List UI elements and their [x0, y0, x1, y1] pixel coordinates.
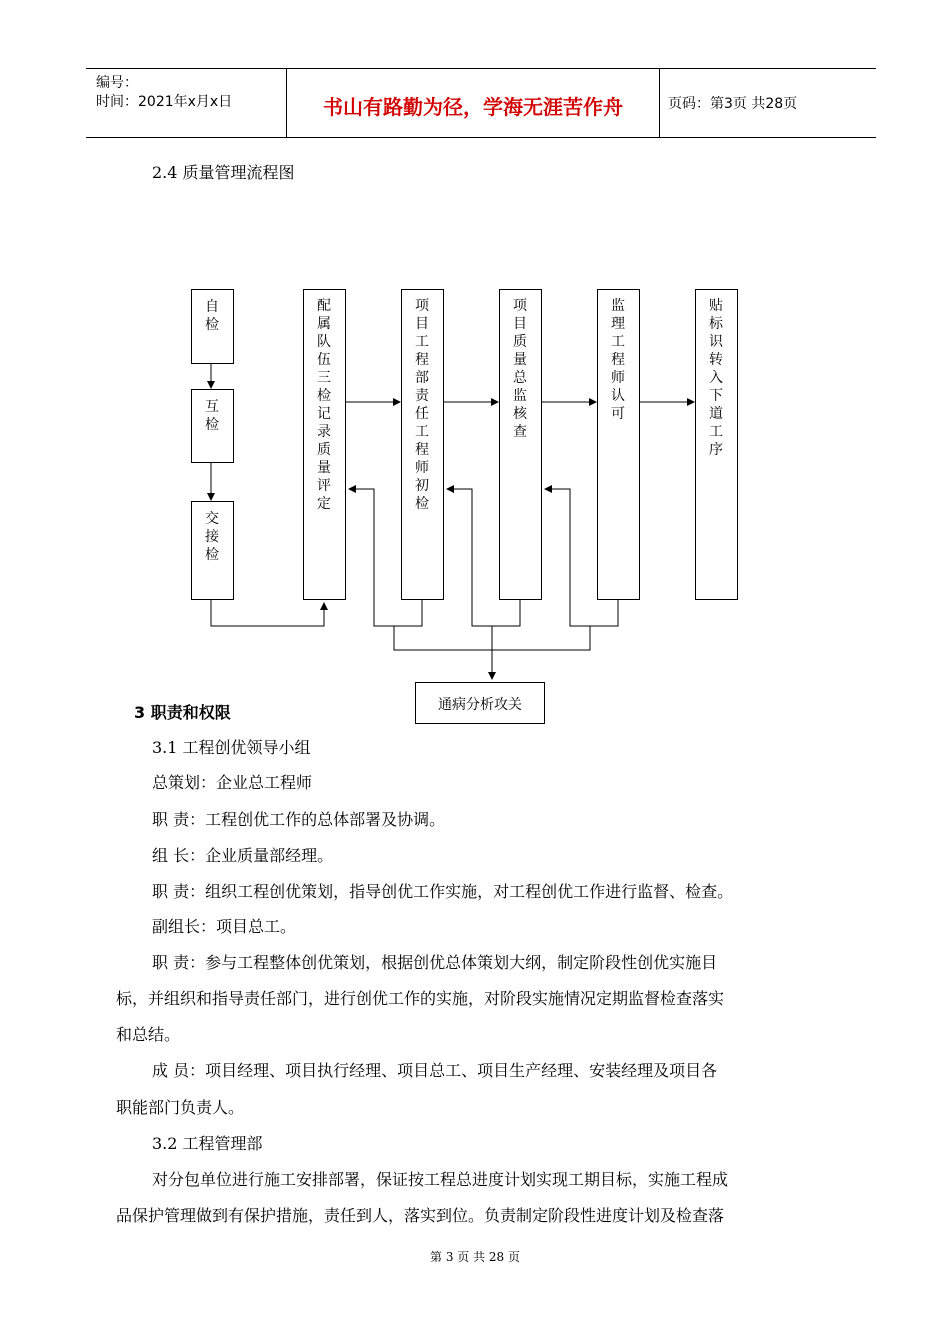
line-deputy-leader: 副组长：项目总工。	[152, 917, 297, 936]
line-duty-2: 职 责：组织工程创优策划，指导创优工作实施，对工程创优工作进行监督、检查。	[152, 882, 734, 901]
section-heading-3-2: 3.2 工程管理部	[152, 1134, 263, 1153]
flow-text-common-issue: 通病分析攻关	[438, 697, 522, 713]
flow-box-engineer-initial	[401, 289, 444, 600]
flow-text-quality-inspect: 项 目 质 量 总 监 核 查	[513, 298, 527, 440]
para3-line2: 品保护管理做到有保护措施，责任到人，落实到位。负责制定阶段性进度计划及检查落	[116, 1206, 725, 1225]
flow-box-quality-inspect	[499, 289, 542, 600]
para2-line2: 职能部门负责人。	[116, 1098, 245, 1117]
flow-box-common-issue	[415, 682, 545, 724]
flow-text-mutual-check: 互 检	[205, 399, 219, 433]
flow-box-mutual-check	[191, 389, 234, 463]
line-leader: 组 长：企业质量部经理。	[152, 846, 334, 865]
flow-text-team-record: 配 属 队 伍 三 检 记 录 质 量 评 定	[317, 298, 331, 512]
flow-text-handover-check: 交 接 检	[205, 511, 219, 563]
section-heading-3: 3 职责和权限	[134, 703, 231, 722]
flow-box-label-next	[695, 289, 738, 600]
flow-text-self-check: 自 检	[205, 299, 219, 333]
flow-text-supervisor-approve: 监 理 工 程 师 认 可	[611, 298, 625, 422]
document-code-label: 编号：	[96, 75, 138, 91]
para3-line1: 对分包单位进行施工安排部署，保证按工程总进度计划实现工期目标，实施工程成	[152, 1170, 729, 1189]
para2-line1: 成 员：项目经理、项目执行经理、项目总工、项目生产经理、安装经理及项目各	[152, 1061, 718, 1080]
header-motto: 书山有路勤为径，学海无涯苦作舟	[323, 95, 623, 119]
document-time-label: 时间：2021年x月x日	[96, 94, 233, 110]
flow-text-label-next: 贴 标 识 转 入 下 道 工 序	[709, 298, 723, 458]
flow-text-engineer-initial: 项 目 工 程 部 责 任 工 程 师 初 检	[415, 298, 429, 512]
para1-line3: 和总结。	[116, 1025, 181, 1044]
arrow-handover-to-team	[211, 600, 324, 626]
flow-box-self-check	[191, 289, 234, 364]
section-heading-2-4: 2.4 质量管理流程图	[152, 163, 295, 182]
para1-line1: 职 责：参与工程整体创优策划，根据创优总体策划大纲，制定阶段性创优实施目	[152, 953, 718, 972]
flow-box-team-record	[303, 289, 346, 600]
para1-line2: 标，并组织和指导责任部门，进行创优工作的实施，对阶段实施情况定期监督检查落实	[116, 989, 725, 1008]
line-chief-planner: 总策划：企业总工程师	[152, 773, 313, 792]
page-footer: 第 3 页 共 28 页	[430, 1250, 520, 1264]
section-heading-3-1: 3.1 工程创优领导小组	[152, 738, 311, 757]
flow-box-supervisor-approve	[597, 289, 640, 600]
line-duty-1: 职 责：工程创优工作的总体部署及协调。	[152, 810, 446, 829]
header-page-label: 页码：第3页 共28页	[668, 96, 798, 112]
flow-box-handover-check	[191, 501, 234, 600]
